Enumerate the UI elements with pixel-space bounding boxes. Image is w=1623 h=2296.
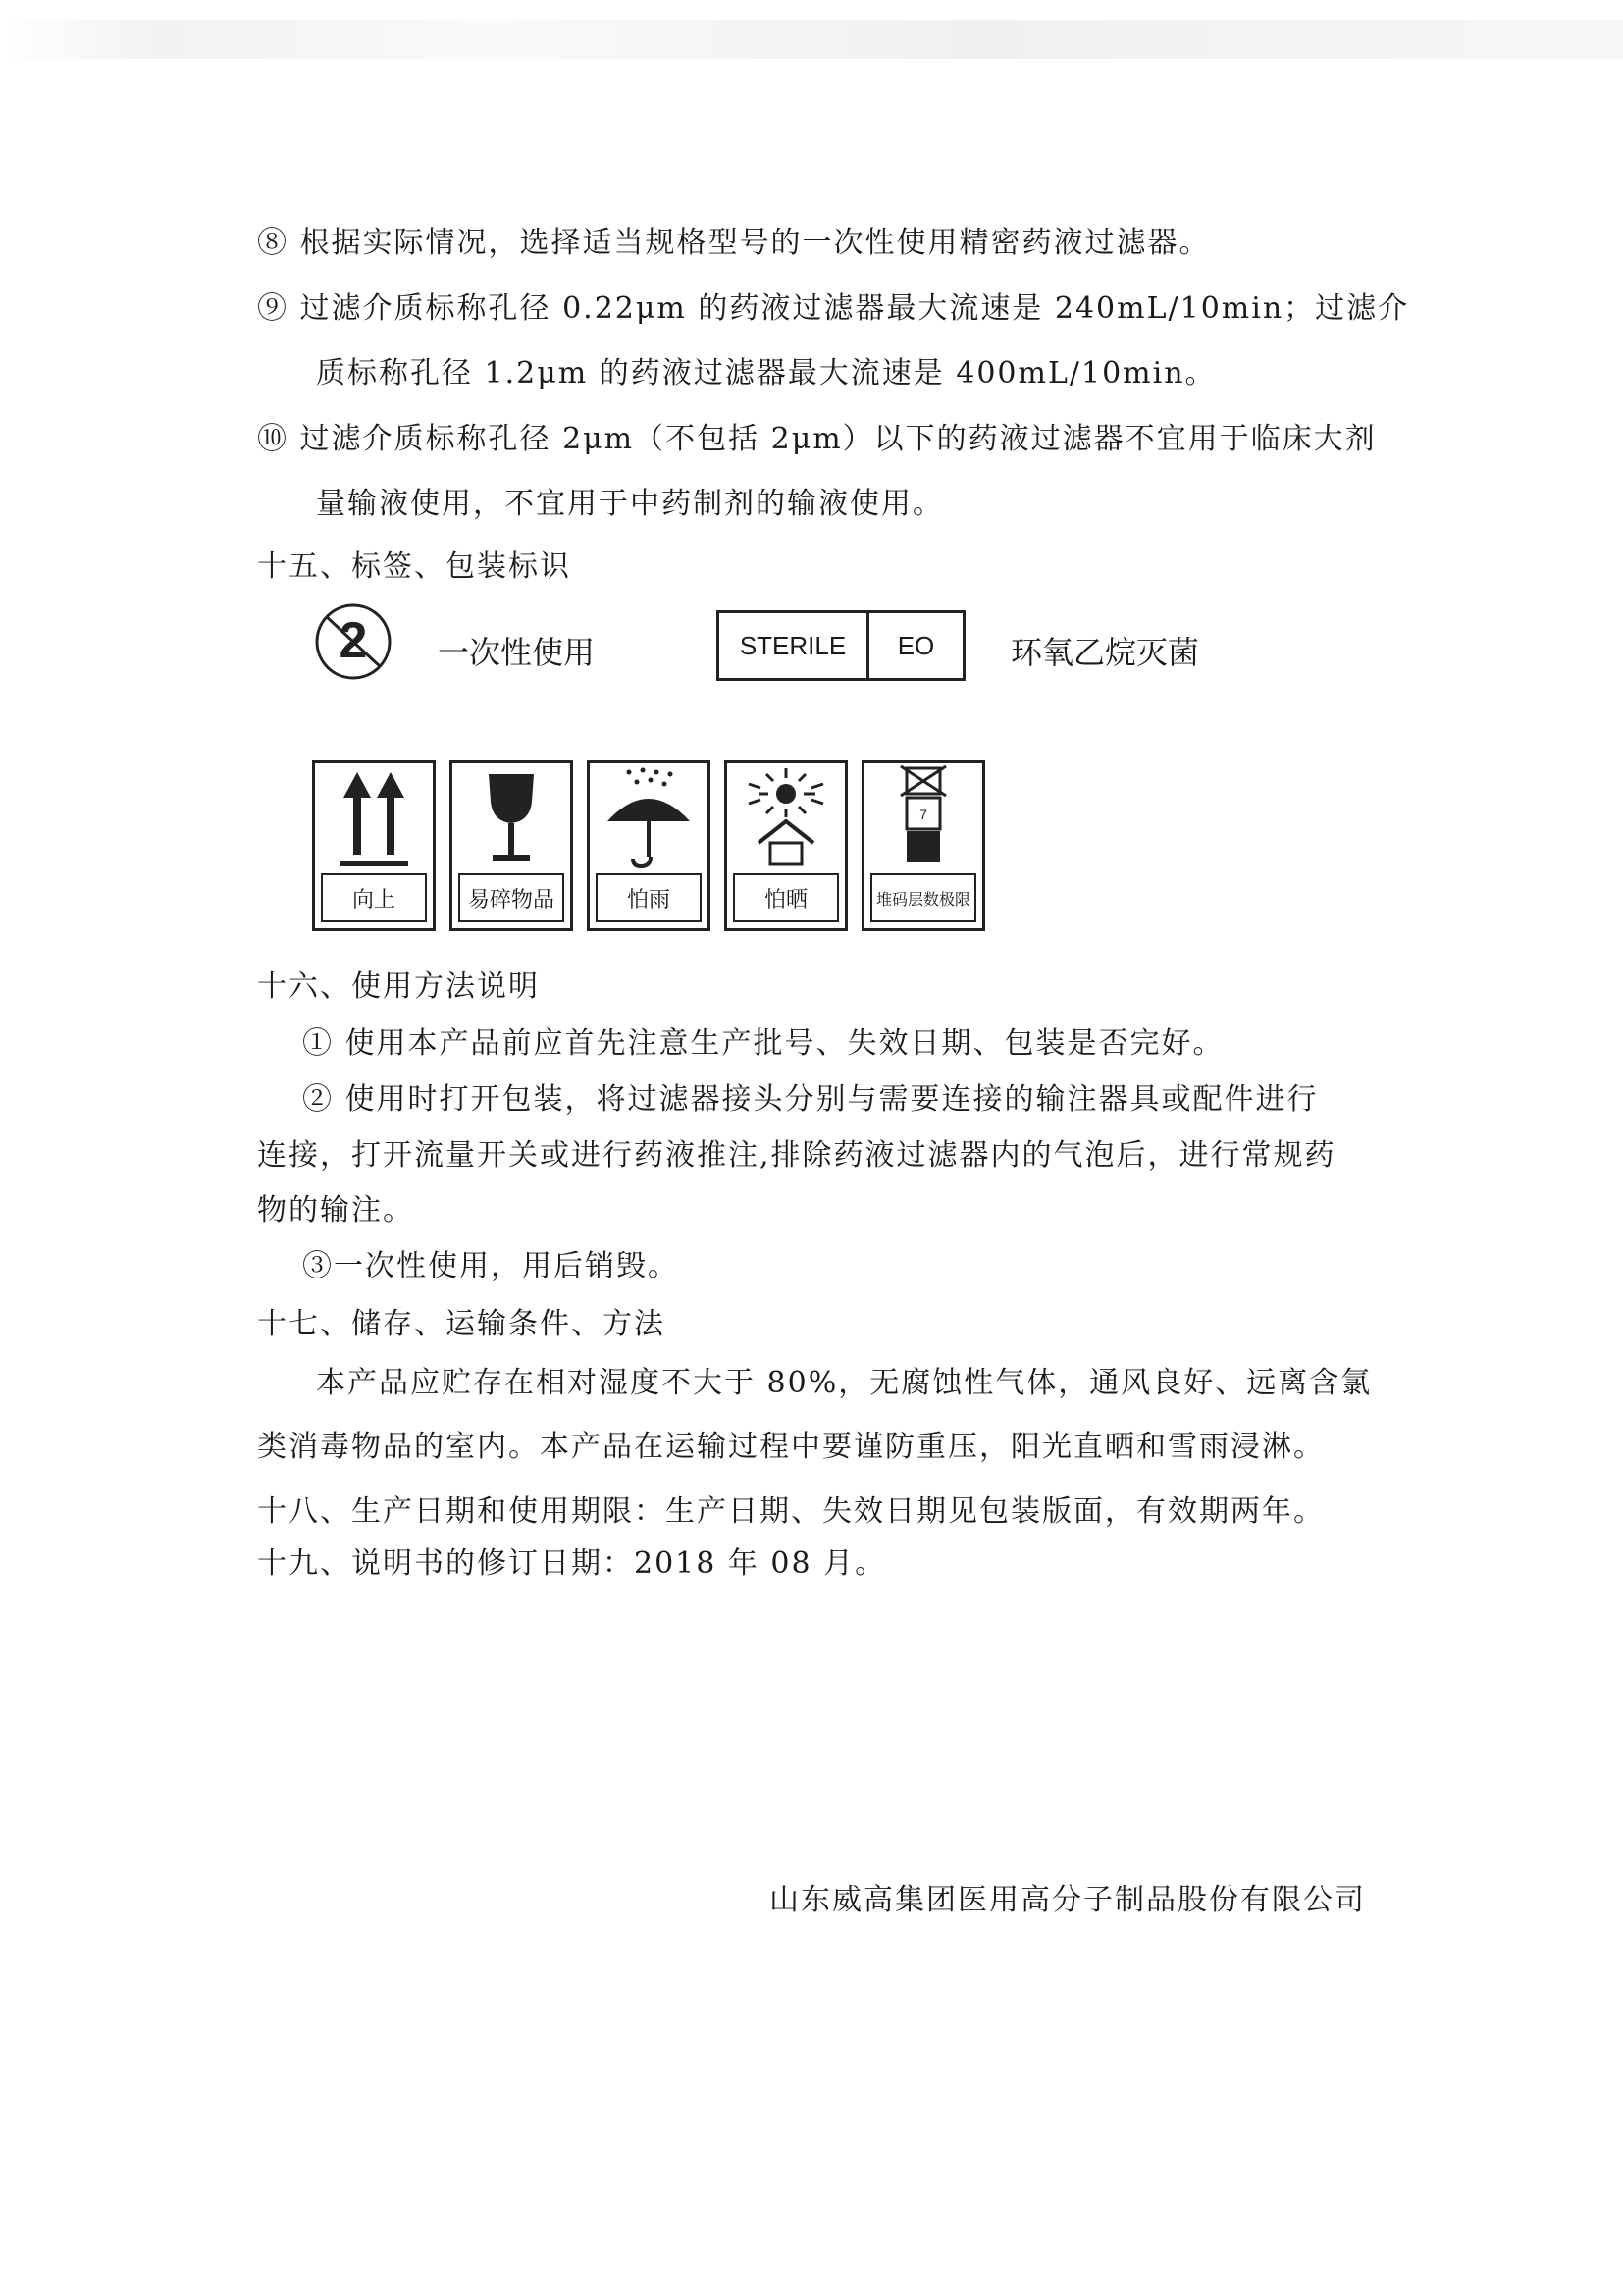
stacking-limit-icon (879, 764, 968, 872)
pkg-fragile (449, 760, 573, 931)
section-16-p1: ① 使用本产品前应首先注意生产批号、失效日期、包装是否完好。 (302, 1026, 1225, 1061)
sterile-method: EO (897, 630, 935, 660)
packaging-symbols (312, 760, 985, 931)
pkg-caption: 怕雨 (596, 873, 702, 922)
section-19: 十九、说明书的修订日期：2018 年 08 月。 (257, 1546, 887, 1581)
section-16-p3: ③一次性使用，用后销毁。 (302, 1249, 679, 1283)
pkg-this-way-up (312, 760, 436, 931)
pkg-keep-away-sunlight (724, 760, 848, 931)
sterile-text: 环氧乙烷灭菌 (1011, 634, 1200, 671)
single-use-number: 2 (339, 612, 368, 669)
section-15-heading: 十五、标签、包装标识 (257, 549, 571, 584)
section-16-heading: 十六、使用方法说明 (257, 969, 540, 1004)
item-10-line-2: 量输液使用，不宜用于中药制剂的输液使用。 (316, 487, 944, 521)
stack-limit-number: 7 (919, 807, 927, 822)
this-way-up-icon (330, 764, 418, 872)
fragile-icon (467, 764, 555, 872)
item-10-line-1: ⑩ 过滤介质标称孔径 2μm（不包括 2μm）以下的药液过滤器不宜用于临床大剂 (257, 422, 1377, 456)
item-9-line-1: ⑨ 过滤介质标称孔径 0.22μm 的药液过滤器最大流速是 240mL/10min；过滤介 (257, 291, 1410, 326)
pkg-stacking-limit (862, 760, 985, 931)
section-16-p2-line-3: 物的输注。 (257, 1193, 414, 1227)
keep-dry-icon (600, 764, 698, 872)
item-9-line-2: 质标称孔径 1.2μm 的药液过滤器最大流速是 400mL/10min。 (316, 356, 1217, 391)
keep-away-sunlight-icon (737, 764, 835, 872)
item-8: ⑧ 根据实际情况，选择适当规格型号的一次性使用精密药液过滤器。 (257, 226, 1211, 260)
section-17-p-line-2: 类消毒物品的室内。本产品在运输过程中要谨防重压，阳光直晒和雪雨浸淋。 (257, 1430, 1325, 1464)
pkg-keep-dry (587, 760, 710, 931)
section-16-p2-line-1: ② 使用时打开包装，将过滤器接头分别与需要连接的输注器具或配件进行 (302, 1082, 1319, 1117)
single-use-icon (312, 600, 394, 683)
pkg-caption: 堆码层数极限 (870, 873, 976, 922)
sterile-eo-label (716, 610, 966, 681)
sterile-label: STERILE (719, 613, 869, 678)
pkg-caption: 易碎物品 (458, 873, 564, 922)
company-name: 山东威高集团医用高分子制品股份有限公司 (769, 1883, 1366, 1917)
section-17-heading: 十七、储存、运输条件、方法 (257, 1307, 665, 1341)
single-use-text: 一次性使用 (438, 634, 596, 671)
scan-artifact-band (0, 20, 1623, 59)
pkg-caption: 怕晒 (733, 873, 839, 922)
section-18: 十八、生产日期和使用期限：生产日期、失效日期见包装版面，有效期两年。 (257, 1494, 1325, 1529)
pkg-caption: 向上 (321, 873, 427, 922)
section-17-p-line-1: 本产品应贮存在相对湿度不大于 80%，无腐蚀性气体，通风良好、远离含氯 (316, 1366, 1373, 1400)
section-16-p2-line-2: 连接，打开流量开关或进行药液推注,排除药液过滤器内的气泡后，进行常规药 (257, 1138, 1336, 1173)
